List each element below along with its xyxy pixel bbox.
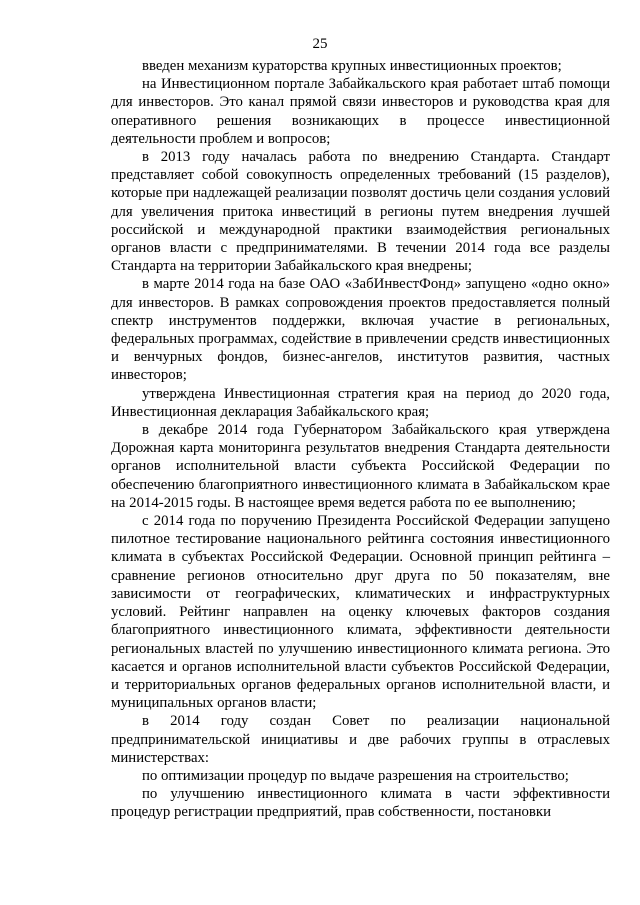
paragraph-investment-portal: на Инвестиционном портале Забайкальского края работает штаб помощи для инвесторов. Это канал прямой связи инвесторов и руководства края для оперативного решения возникающих в процессе инвестиционной деятельности проблем и вопросов; [111, 76, 610, 147]
paragraph-rating: с 2014 года по поручению Президента Российской Федерации запущено пилотное тестирование национального рейтинга состояния инвестиционного климата в субъектах Российской Федерации. Основной принцип рейтинга – сравнение регионов относительно друг друга по 50 показателям, вне зависимости от географических, климатических и инфраструктурных условий. Рейтинг направлен на оценку ключевых факторов создания благоприятного инвестиционного климата, эффективности деятельности региональных властей по улучшению инвестиционного климата региона. Это касается и органов исполнительной власти субъектов Российской Федерации, и территориальных органов федеральных органов исполнительной власти, и муниципальных органов власти; [111, 513, 610, 712]
paragraph-construction-permits: по оптимизации процедур по выдаче разрешения на строительство; [142, 767, 569, 784]
paragraph-one-window: в марте 2014 года на базе ОАО «ЗабИнвестФонд» запущено «одно окно» для инвесторов. В рамках сопровождения проектов предоставляется полный спектр инструментов поддержки, включая участие в региональных, федеральных программах, содействие в привлечении средств инвестиционных и венчурных фондов, бизнес-ангелов, институтов развития, частных инвесторов; [111, 276, 610, 384]
paragraph-standard: в 2013 году началась работа по внедрению Стандарта. Стандарт представляет собой совокупность определенных требований (15 разделов), которые при надлежащей реализации позволят достичь цели создания условий для увеличения притока инвестиций в регионы путем внедрения лучшей российской и международной практики взаимодействия региональных органов власти с предпринимателями. В течении 2014 года все разделы Стандарта на территории Забайкальского края внедрены; [111, 149, 610, 275]
paragraph-strategy: утверждена Инвестиционная стратегия края на период до 2020 года, Инвестиционная декларация Забайкальского края; [111, 385, 610, 420]
paragraph-investment-climate: по улучшению инвестиционного климата в части эффективности процедур регистрации предприятий, прав собственности, постановки [111, 786, 610, 821]
page-number: 25 [312, 36, 328, 52]
page-body [111, 57, 610, 822]
paragraph-council: в 2014 году создан Совет по реализации национальной предпринимательской инициативы и две рабочих группы в отраслевых министерствах: [111, 713, 610, 766]
paragraph-curatorship: введен механизм кураторства крупных инвестиционных проектов; [142, 58, 562, 74]
paragraph-roadmap: в декабре 2014 года Губернатором Забайкальского края утверждена Дорожная карта мониторинга результатов внедрения Стандарта деятельности органов исполнительной власти субъекта Российской Федерации по обеспечению благоприятного инвестиционного климата в Забайкальском крае на 2014-2015 годы. В настоящее время ведется работа по ее выполнению; [111, 422, 610, 511]
